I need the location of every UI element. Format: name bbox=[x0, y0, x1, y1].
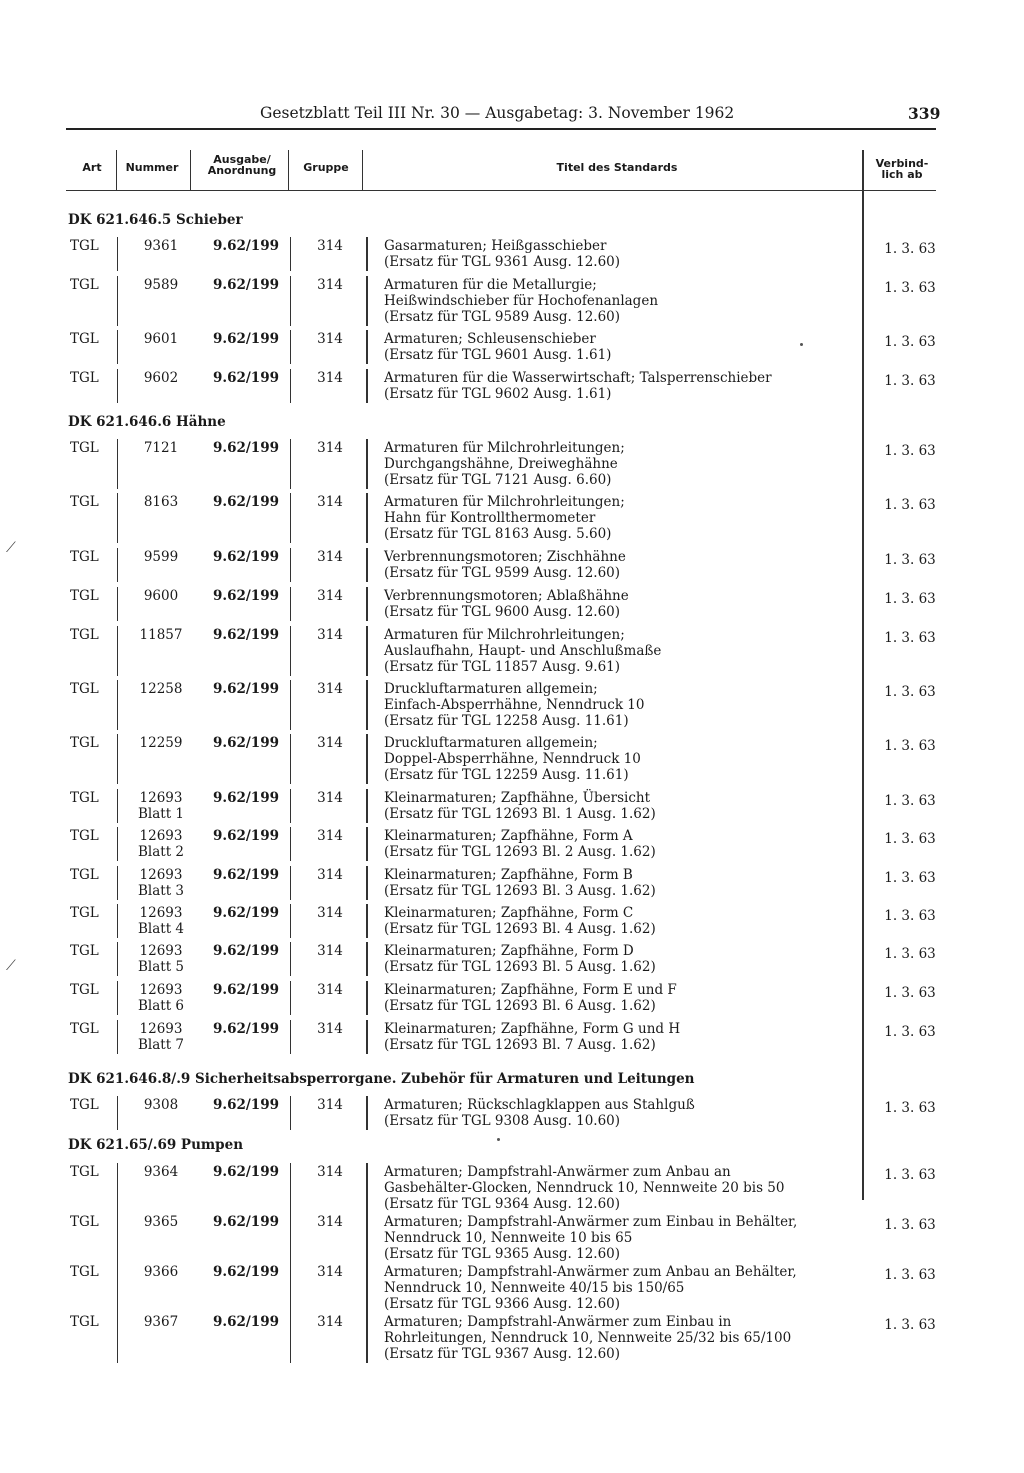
row-divider bbox=[117, 1163, 118, 1213]
nummer-cell: 12693 bbox=[139, 790, 183, 806]
title-line: (Ersatz für TGL 12693 Bl. 6 Ausg. 1.62) bbox=[384, 998, 656, 1014]
gruppe-cell: 314 bbox=[317, 1164, 343, 1180]
title-line: Rohrleitungen, Nenndruck 10, Nennweite 25/32 bis 65/100 bbox=[384, 1330, 792, 1346]
title-line: (Ersatz für TGL 12693 Bl. 7 Ausg. 1.62) bbox=[384, 1037, 656, 1053]
title-cell bbox=[384, 1164, 784, 1212]
art-cell: TGL bbox=[70, 588, 99, 604]
row-divider bbox=[117, 1263, 118, 1313]
title-line: Kleinarmaturen; Zapfhähne, Form D bbox=[384, 943, 634, 959]
title-line: Kleinarmaturen; Zapfhähne, Form A bbox=[384, 828, 633, 844]
section-heading: DK 621.646.5 Schieber bbox=[68, 212, 243, 228]
art-cell: TGL bbox=[70, 1164, 99, 1180]
art-cell: TGL bbox=[70, 790, 99, 806]
title-line: (Ersatz für TGL 9367 Ausg. 12.60) bbox=[384, 1346, 621, 1362]
ausgabe-cell: 9.62/199 bbox=[213, 681, 279, 697]
row-divider bbox=[290, 1096, 291, 1130]
title-line: (Ersatz für TGL 12259 Ausg. 11.61) bbox=[384, 767, 629, 783]
row-divider bbox=[366, 1020, 368, 1054]
nummer-blatt-cell: Blatt 2 bbox=[137, 844, 185, 860]
gruppe-cell: 314 bbox=[317, 588, 343, 604]
title-line: Nenndruck 10, Nennweite 10 bis 65 bbox=[384, 1230, 633, 1246]
date-cell: 1. 3. 63 bbox=[884, 793, 936, 809]
row-divider bbox=[117, 237, 118, 271]
row-divider bbox=[117, 1020, 118, 1054]
col-verbindlich-line1: Verbind- bbox=[875, 157, 929, 170]
row-divider bbox=[117, 493, 118, 543]
speck bbox=[497, 1138, 500, 1141]
title-line: Armaturen für die Wasserwirtschaft; Talsperrenschieber bbox=[384, 370, 772, 386]
title-line: Hahn für Kontrollthermometer bbox=[384, 510, 596, 526]
row-divider bbox=[366, 493, 368, 543]
col-verbindlich bbox=[866, 158, 938, 180]
ausgabe-cell: 9.62/199 bbox=[213, 588, 279, 604]
art-cell: TGL bbox=[70, 1264, 99, 1280]
title-cell bbox=[384, 1264, 797, 1312]
title-cell bbox=[384, 1097, 695, 1129]
nummer-cell: 9365 bbox=[143, 1214, 179, 1230]
gruppe-cell: 314 bbox=[317, 331, 343, 347]
date-cell: 1. 3. 63 bbox=[884, 831, 936, 847]
row-divider bbox=[366, 734, 368, 784]
date-cell: 1. 3. 63 bbox=[884, 1317, 936, 1333]
nummer-cell: 12693 bbox=[139, 905, 183, 921]
title-line: (Ersatz für TGL 9361 Ausg. 12.60) bbox=[384, 254, 621, 270]
ausgabe-cell: 9.62/199 bbox=[213, 494, 279, 510]
gruppe-cell: 314 bbox=[317, 905, 343, 921]
date-cell: 1. 3. 63 bbox=[884, 1167, 936, 1183]
nummer-cell: 11857 bbox=[139, 627, 183, 643]
gruppe-cell: 314 bbox=[317, 370, 343, 386]
header-divider bbox=[288, 150, 289, 190]
title-line: Verbrennungsmotoren; Zischhähne bbox=[384, 549, 626, 565]
nummer-blatt-cell: Blatt 4 bbox=[137, 921, 185, 937]
art-cell: TGL bbox=[70, 1314, 99, 1330]
date-cell: 1. 3. 63 bbox=[884, 591, 936, 607]
gruppe-cell: 314 bbox=[317, 1021, 343, 1037]
nummer-cell: 12693 bbox=[139, 982, 183, 998]
nummer-blatt-cell: Blatt 3 bbox=[137, 883, 185, 899]
margin-mark: ⟋ bbox=[6, 958, 16, 974]
title-line: (Ersatz für TGL 9365 Ausg. 12.60) bbox=[384, 1246, 621, 1262]
row-divider bbox=[366, 276, 368, 326]
section-heading: DK 621.646.8/.9 Sicherheitsabsperrorgane. Zubehör für Armaturen und Leitungen bbox=[68, 1071, 695, 1087]
row-divider bbox=[366, 330, 368, 364]
title-line: Armaturen; Dampfstrahl-Anwärmer zum Einbau in Behälter, bbox=[384, 1214, 798, 1230]
title-line: Armaturen für Milchrohrleitungen; bbox=[384, 440, 625, 456]
title-cell bbox=[384, 331, 611, 363]
row-divider bbox=[290, 1163, 291, 1213]
row-divider bbox=[366, 369, 368, 403]
title-cell bbox=[384, 982, 677, 1014]
row-divider bbox=[366, 1163, 368, 1213]
title-cell bbox=[384, 627, 661, 675]
title-cell bbox=[384, 1214, 797, 1262]
row-divider bbox=[117, 369, 118, 403]
row-divider bbox=[366, 866, 368, 900]
nummer-cell: 12693 bbox=[139, 828, 183, 844]
art-cell: TGL bbox=[70, 1214, 99, 1230]
art-cell: TGL bbox=[70, 549, 99, 565]
title-line: Kleinarmaturen; Zapfhähne, Form E und F bbox=[384, 982, 677, 998]
row-divider bbox=[366, 626, 368, 676]
title-cell bbox=[384, 681, 644, 729]
row-divider bbox=[117, 1213, 118, 1263]
title-cell bbox=[384, 1021, 680, 1053]
col-nummer: Nummer bbox=[125, 161, 179, 174]
ausgabe-cell: 9.62/199 bbox=[213, 828, 279, 844]
date-cell: 1. 3. 63 bbox=[884, 373, 936, 389]
nummer-cell: 12693 bbox=[139, 1021, 183, 1037]
title-cell bbox=[384, 588, 629, 620]
row-divider bbox=[117, 827, 118, 861]
title-line: (Ersatz für TGL 12693 Bl. 3 Ausg. 1.62) bbox=[384, 883, 656, 899]
col-titel: Titel des Standards bbox=[556, 161, 678, 174]
nummer-cell: 9367 bbox=[143, 1314, 179, 1330]
row-divider bbox=[290, 942, 291, 976]
page-number: 339 bbox=[908, 104, 941, 123]
gruppe-cell: 314 bbox=[317, 735, 343, 751]
row-divider bbox=[117, 1096, 118, 1130]
row-divider bbox=[366, 789, 368, 823]
col-ausgabe-line1: Ausgabe/ bbox=[213, 153, 271, 166]
title-line: (Ersatz für TGL 12258 Ausg. 11.61) bbox=[384, 713, 629, 729]
gruppe-cell: 314 bbox=[317, 982, 343, 998]
ausgabe-cell: 9.62/199 bbox=[213, 1314, 279, 1330]
title-cell bbox=[384, 735, 641, 783]
date-cell: 1. 3. 63 bbox=[884, 738, 936, 754]
title-line: (Ersatz für TGL 7121 Ausg. 6.60) bbox=[384, 472, 612, 488]
title-cell bbox=[384, 943, 656, 975]
title-line: Armaturen; Schleusenschieber bbox=[384, 331, 596, 347]
date-cell: 1. 3. 63 bbox=[884, 280, 936, 296]
gruppe-cell: 314 bbox=[317, 681, 343, 697]
row-divider bbox=[366, 237, 368, 271]
ausgabe-cell: 9.62/199 bbox=[213, 1264, 279, 1280]
art-cell: TGL bbox=[70, 440, 99, 456]
nummer-cell: 9602 bbox=[143, 370, 179, 386]
row-divider bbox=[117, 866, 118, 900]
row-divider bbox=[366, 587, 368, 621]
row-divider bbox=[117, 439, 118, 489]
row-divider bbox=[366, 904, 368, 938]
date-cell: 1. 3. 63 bbox=[884, 1217, 936, 1233]
title-line: Gasbehälter-Glocken, Nenndruck 10, Nennweite 20 bis 50 bbox=[384, 1180, 785, 1196]
title-line: (Ersatz für TGL 12693 Bl. 1 Ausg. 1.62) bbox=[384, 806, 656, 822]
title-cell bbox=[384, 549, 626, 581]
title-line: Druckluftarmaturen allgemein; bbox=[384, 735, 598, 751]
nummer-cell: 7121 bbox=[143, 440, 179, 456]
title-line: (Ersatz für TGL 12693 Bl. 5 Ausg. 1.62) bbox=[384, 959, 656, 975]
col-verbindlich-line2: lich ab bbox=[881, 168, 923, 181]
title-line: Durchgangshähne, Dreiweghähne bbox=[384, 456, 618, 472]
row-divider bbox=[290, 789, 291, 823]
title-cell bbox=[384, 277, 658, 325]
ausgabe-cell: 9.62/199 bbox=[213, 735, 279, 751]
art-cell: TGL bbox=[70, 494, 99, 510]
row-divider bbox=[290, 369, 291, 403]
nummer-cell: 9589 bbox=[143, 277, 179, 293]
title-line: Armaturen; Dampfstrahl-Anwärmer zum Einbau in bbox=[384, 1314, 732, 1330]
header-divider bbox=[362, 150, 363, 190]
date-cell: 1. 3. 63 bbox=[884, 334, 936, 350]
nummer-cell: 12258 bbox=[139, 681, 183, 697]
nummer-cell: 12693 bbox=[139, 867, 183, 883]
title-line: (Ersatz für TGL 8163 Ausg. 5.60) bbox=[384, 526, 612, 542]
title-cell bbox=[384, 440, 625, 488]
ausgabe-cell: 9.62/199 bbox=[213, 982, 279, 998]
art-cell: TGL bbox=[70, 331, 99, 347]
nummer-cell: 12259 bbox=[139, 735, 183, 751]
art-cell: TGL bbox=[70, 905, 99, 921]
date-cell: 1. 3. 63 bbox=[884, 870, 936, 886]
row-divider bbox=[366, 439, 368, 489]
gruppe-cell: 314 bbox=[317, 828, 343, 844]
title-cell bbox=[384, 905, 656, 937]
title-line: Armaturen für Milchrohrleitungen; bbox=[384, 627, 625, 643]
row-divider bbox=[290, 1313, 291, 1363]
title-line: Einfach-Absperrhähne, Nenndruck 10 bbox=[384, 697, 645, 713]
nummer-cell: 9366 bbox=[143, 1264, 179, 1280]
row-divider bbox=[117, 548, 118, 582]
title-line: (Ersatz für TGL 9308 Ausg. 10.60) bbox=[384, 1113, 621, 1129]
speck bbox=[800, 343, 803, 346]
date-cell: 1. 3. 63 bbox=[884, 497, 936, 513]
ausgabe-cell: 9.62/199 bbox=[213, 440, 279, 456]
date-cell: 1. 3. 63 bbox=[884, 1024, 936, 1040]
section-heading: DK 621.646.6 Hähne bbox=[68, 414, 226, 430]
art-cell: TGL bbox=[70, 681, 99, 697]
gruppe-cell: 314 bbox=[317, 440, 343, 456]
row-divider bbox=[366, 1313, 368, 1363]
row-divider bbox=[290, 904, 291, 938]
row-divider bbox=[366, 1263, 368, 1313]
title-cell bbox=[384, 790, 656, 822]
row-divider bbox=[290, 626, 291, 676]
date-cell: 1. 3. 63 bbox=[884, 552, 936, 568]
nummer-cell: 9601 bbox=[143, 331, 179, 347]
row-divider bbox=[290, 587, 291, 621]
title-line: (Ersatz für TGL 9600 Ausg. 12.60) bbox=[384, 604, 621, 620]
col-art: Art bbox=[82, 161, 102, 174]
row-divider bbox=[290, 1263, 291, 1313]
art-cell: TGL bbox=[70, 1097, 99, 1113]
row-divider bbox=[117, 680, 118, 730]
title-line: Kleinarmaturen; Zapfhähne, Form B bbox=[384, 867, 633, 883]
title-cell bbox=[384, 828, 656, 860]
row-divider bbox=[290, 734, 291, 784]
ausgabe-cell: 9.62/199 bbox=[213, 1164, 279, 1180]
title-cell bbox=[384, 494, 625, 542]
gruppe-cell: 314 bbox=[317, 1214, 343, 1230]
art-cell: TGL bbox=[70, 828, 99, 844]
gruppe-cell: 314 bbox=[317, 1097, 343, 1113]
row-divider bbox=[117, 626, 118, 676]
date-cell: 1. 3. 63 bbox=[884, 946, 936, 962]
title-cell bbox=[384, 370, 772, 402]
art-cell: TGL bbox=[70, 735, 99, 751]
ausgabe-cell: 9.62/199 bbox=[213, 549, 279, 565]
row-divider bbox=[117, 789, 118, 823]
title-line: Auslaufhahn, Haupt- und Anschlußmaße bbox=[384, 643, 662, 659]
title-line: Gasarmaturen; Heißgasschieber bbox=[384, 238, 607, 254]
art-cell: TGL bbox=[70, 943, 99, 959]
ausgabe-cell: 9.62/199 bbox=[213, 905, 279, 921]
title-line: Armaturen; Dampfstrahl-Anwärmer zum Anbau an Behälter, bbox=[384, 1264, 797, 1280]
ausgabe-cell: 9.62/199 bbox=[213, 790, 279, 806]
title-line: Heißwindschieber für Hochofenanlagen bbox=[384, 293, 659, 309]
date-cell: 1. 3. 63 bbox=[884, 684, 936, 700]
row-divider bbox=[290, 548, 291, 582]
row-divider bbox=[117, 330, 118, 364]
ausgabe-cell: 9.62/199 bbox=[213, 1214, 279, 1230]
gruppe-cell: 314 bbox=[317, 549, 343, 565]
title-line: Kleinarmaturen; Zapfhähne, Form G und H bbox=[384, 1021, 681, 1037]
title-line: Armaturen für die Metallurgie; bbox=[384, 277, 597, 293]
title-line: (Ersatz für TGL 12693 Bl. 2 Ausg. 1.62) bbox=[384, 844, 656, 860]
art-cell: TGL bbox=[70, 1021, 99, 1037]
row-divider bbox=[290, 237, 291, 271]
row-divider bbox=[290, 493, 291, 543]
row-divider bbox=[290, 866, 291, 900]
nummer-cell: 8163 bbox=[143, 494, 179, 510]
title-line: (Ersatz für TGL 12693 Bl. 4 Ausg. 1.62) bbox=[384, 921, 656, 937]
title-line: (Ersatz für TGL 9602 Ausg. 1.61) bbox=[384, 386, 612, 402]
title-line: Kleinarmaturen; Zapfhähne, Übersicht bbox=[384, 790, 651, 806]
header-rule bbox=[66, 128, 936, 130]
row-divider bbox=[290, 1020, 291, 1054]
title-line: Verbrennungsmotoren; Ablaßhähne bbox=[384, 588, 629, 604]
title-line: (Ersatz für TGL 9366 Ausg. 12.60) bbox=[384, 1296, 621, 1312]
row-divider bbox=[290, 330, 291, 364]
date-cell: 1. 3. 63 bbox=[884, 908, 936, 924]
date-cell: 1. 3. 63 bbox=[884, 241, 936, 257]
title-line: (Ersatz für TGL 9601 Ausg. 1.61) bbox=[384, 347, 612, 363]
title-cell bbox=[384, 1314, 791, 1362]
row-divider bbox=[366, 680, 368, 730]
header-bottom-rule bbox=[66, 190, 936, 191]
gruppe-cell: 314 bbox=[317, 1314, 343, 1330]
gruppe-cell: 314 bbox=[317, 277, 343, 293]
row-divider bbox=[117, 942, 118, 976]
art-cell: TGL bbox=[70, 277, 99, 293]
title-line: Druckluftarmaturen allgemein; bbox=[384, 681, 598, 697]
title-line: (Ersatz für TGL 9599 Ausg. 12.60) bbox=[384, 565, 621, 581]
ausgabe-cell: 9.62/199 bbox=[213, 331, 279, 347]
nummer-cell: 9308 bbox=[143, 1097, 179, 1113]
gruppe-cell: 314 bbox=[317, 867, 343, 883]
art-cell: TGL bbox=[70, 370, 99, 386]
nummer-cell: 9364 bbox=[143, 1164, 179, 1180]
art-cell: TGL bbox=[70, 867, 99, 883]
title-cell bbox=[384, 238, 620, 270]
ausgabe-cell: 9.62/199 bbox=[213, 627, 279, 643]
title-line: Armaturen für Milchrohrleitungen; bbox=[384, 494, 625, 510]
nummer-cell: 9600 bbox=[143, 588, 179, 604]
row-divider bbox=[117, 587, 118, 621]
title-line: (Ersatz für TGL 9364 Ausg. 12.60) bbox=[384, 1196, 621, 1212]
title-line: (Ersatz für TGL 9589 Ausg. 12.60) bbox=[384, 309, 621, 325]
row-divider bbox=[117, 734, 118, 784]
date-cell: 1. 3. 63 bbox=[884, 1267, 936, 1283]
col-ausgabe bbox=[196, 154, 288, 176]
nummer-cell: 12693 bbox=[139, 943, 183, 959]
nummer-cell: 9361 bbox=[143, 238, 179, 254]
ausgabe-cell: 9.62/199 bbox=[213, 370, 279, 386]
row-divider bbox=[290, 1213, 291, 1263]
row-divider bbox=[366, 827, 368, 861]
nummer-blatt-cell: Blatt 6 bbox=[137, 998, 185, 1014]
ausgabe-cell: 9.62/199 bbox=[213, 867, 279, 883]
date-column-divider bbox=[862, 150, 864, 1200]
row-divider bbox=[366, 1213, 368, 1263]
title-line: Armaturen; Dampfstrahl-Anwärmer zum Anbau an bbox=[384, 1164, 731, 1180]
header-divider bbox=[190, 150, 191, 190]
row-divider bbox=[366, 981, 368, 1015]
row-divider bbox=[117, 981, 118, 1015]
date-cell: 1. 3. 63 bbox=[884, 1100, 936, 1116]
ausgabe-cell: 9.62/199 bbox=[213, 277, 279, 293]
gruppe-cell: 314 bbox=[317, 943, 343, 959]
title-cell bbox=[384, 867, 656, 899]
gruppe-cell: 314 bbox=[317, 790, 343, 806]
gruppe-cell: 314 bbox=[317, 1264, 343, 1280]
title-line: Armaturen; Rückschlagklappen aus Stahlguß bbox=[384, 1097, 695, 1113]
nummer-blatt-cell: Blatt 1 bbox=[137, 806, 185, 822]
nummer-blatt-cell: Blatt 5 bbox=[137, 959, 185, 975]
ausgabe-cell: 9.62/199 bbox=[213, 238, 279, 254]
row-divider bbox=[290, 981, 291, 1015]
section-heading: DK 621.65/.69 Pumpen bbox=[68, 1137, 244, 1153]
nummer-blatt-cell: Blatt 7 bbox=[137, 1037, 185, 1053]
date-cell: 1. 3. 63 bbox=[884, 443, 936, 459]
ausgabe-cell: 9.62/199 bbox=[213, 943, 279, 959]
row-divider bbox=[117, 904, 118, 938]
row-divider bbox=[290, 827, 291, 861]
row-divider bbox=[290, 680, 291, 730]
date-cell: 1. 3. 63 bbox=[884, 630, 936, 646]
ausgabe-cell: 9.62/199 bbox=[213, 1097, 279, 1113]
title-line: Doppel-Absperrhähne, Nenndruck 10 bbox=[384, 751, 641, 767]
gruppe-cell: 314 bbox=[317, 627, 343, 643]
row-divider bbox=[366, 942, 368, 976]
row-divider bbox=[366, 548, 368, 582]
title-line: (Ersatz für TGL 11857 Ausg. 9.61) bbox=[384, 659, 621, 675]
row-divider bbox=[290, 439, 291, 489]
date-cell: 1. 3. 63 bbox=[884, 985, 936, 1001]
col-gruppe: Gruppe bbox=[303, 161, 349, 174]
col-ausgabe-line2: Anordnung bbox=[207, 164, 277, 177]
title-line: Nenndruck 10, Nennweite 40/15 bis 150/65 bbox=[384, 1280, 685, 1296]
header-divider bbox=[116, 150, 117, 190]
margin-mark: ⟋ bbox=[6, 540, 16, 556]
row-divider bbox=[290, 276, 291, 326]
gruppe-cell: 314 bbox=[317, 238, 343, 254]
title-line: Kleinarmaturen; Zapfhähne, Form C bbox=[384, 905, 634, 921]
row-divider bbox=[366, 1096, 368, 1130]
art-cell: TGL bbox=[70, 627, 99, 643]
page-header-title: Gesetzblatt Teil III Nr. 30 — Ausgabetag: 3. November 1962 bbox=[260, 104, 735, 122]
gruppe-cell: 314 bbox=[317, 494, 343, 510]
art-cell: TGL bbox=[70, 238, 99, 254]
row-divider bbox=[117, 276, 118, 326]
row-divider bbox=[117, 1313, 118, 1363]
art-cell: TGL bbox=[70, 982, 99, 998]
ausgabe-cell: 9.62/199 bbox=[213, 1021, 279, 1037]
nummer-cell: 9599 bbox=[143, 549, 179, 565]
